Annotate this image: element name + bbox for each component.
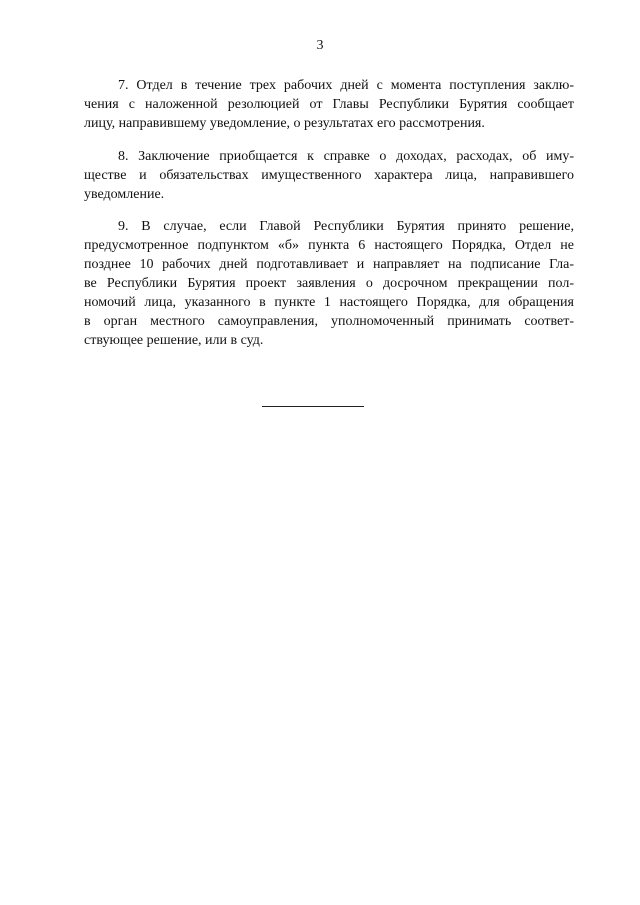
paragraph-line: номочий лица, указанного в пункте 1 настоящего Порядка, для обращения (84, 295, 574, 310)
paragraph-9 (84, 217, 574, 350)
paragraph-line: 8. Заключение приобщается к справке о доходах, расходах, об иму- (118, 149, 574, 164)
paragraph-8 (84, 147, 574, 204)
paragraph-line: 7. Отдел в течение трех рабочих дней с момента поступления заклю- (118, 78, 574, 93)
paragraph-line: лицу, направившему уведомление, о результатах его рассмотрения. (84, 116, 485, 131)
paragraph-line: 9. В случае, если Главой Республики Бурятия принято решение, (118, 219, 574, 234)
paragraph-7 (84, 76, 574, 133)
paragraph-line: уведомление. (84, 187, 165, 202)
paragraph-line: чения с наложенной резолюцией от Главы Республики Бурятия сообщает (84, 97, 574, 112)
paragraph-line: ществе и обязательствах имущественного характера лица, направившего (84, 168, 574, 183)
paragraph-line: в орган местного самоуправления, уполномоченный принимать соответ- (84, 314, 574, 329)
paragraph-line: ствующее решение, или в суд. (84, 333, 264, 348)
paragraph-line: ве Республики Бурятия проект заявления о досрочном прекращении пол- (84, 276, 574, 291)
paragraph-line: предусмотренное подпунктом «б» пункта 6 настоящего Порядка, Отдел не (84, 238, 574, 253)
page-number: 3 (316, 38, 324, 53)
closing-separator-line (262, 406, 364, 407)
paragraph-line: позднее 10 рабочих дней подготавливает и направляет на подписание Гла- (84, 257, 574, 272)
